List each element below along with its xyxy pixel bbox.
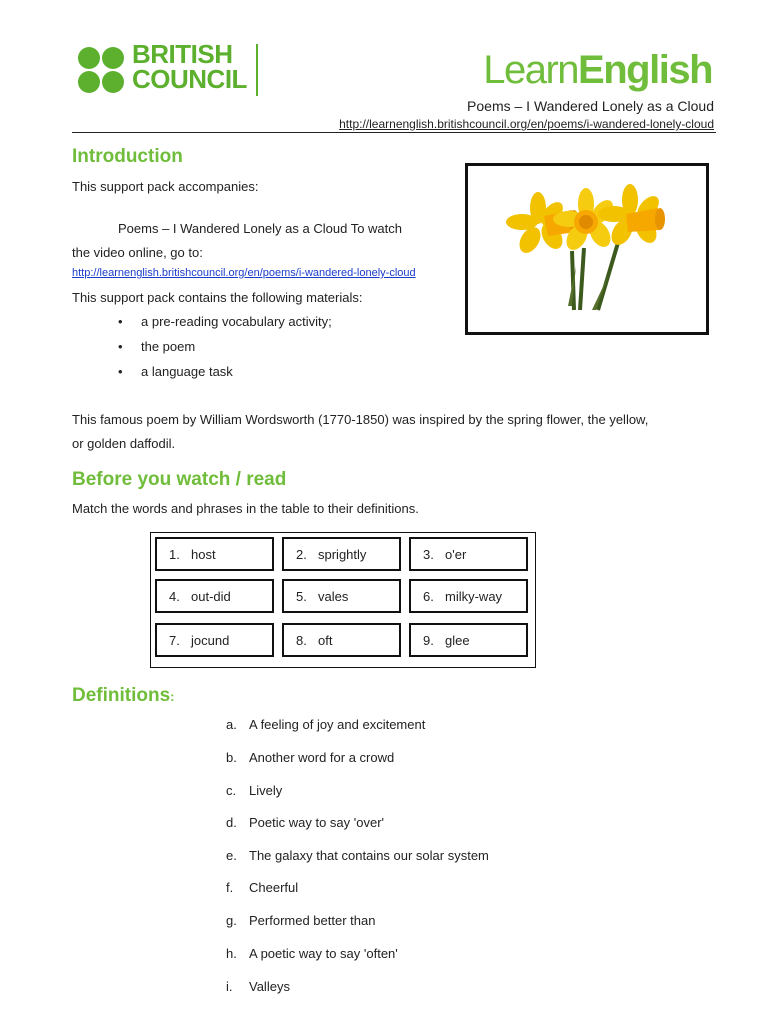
intro-paragraph-line-2: or golden daffodil. — [72, 436, 176, 451]
definition-item: i. Valleys — [226, 979, 290, 994]
vocab-cell: 7. jocund — [155, 623, 274, 657]
intro-line-2: Poems – I Wandered Lonely as a Cloud To watch — [118, 221, 402, 236]
le-light: Learn — [483, 48, 579, 92]
learnenglish-logo — [483, 48, 712, 93]
definition-item: c. Lively — [226, 783, 283, 798]
intro-heading: Introduction — [72, 146, 183, 167]
materials-list — [118, 314, 332, 389]
header-url-link[interactable]: http://learnenglish.britishcouncil.org/en/poems/i-wandered-lonely-cloud — [339, 117, 714, 131]
vocab-cell: 9. glee — [409, 623, 528, 657]
before-instruction: Match the words and phrases in the table to their definitions. — [72, 501, 419, 516]
logo-divider — [256, 44, 258, 96]
definition-item: b. Another word for a crowd — [226, 750, 395, 765]
definition-item: h. A poetic way to say 'often' — [226, 946, 398, 961]
materials-item: • the poem — [118, 339, 332, 364]
header-divider — [72, 132, 716, 133]
definitions-heading — [72, 685, 175, 707]
before-heading: Before you watch / read — [72, 469, 287, 490]
bc-line-1: BRITISH — [132, 39, 233, 69]
materials-item: • a language task — [118, 364, 332, 389]
vocab-cell: 4. out-did — [155, 579, 274, 613]
vocab-cell: 5. vales — [282, 579, 401, 613]
daffodil-image — [465, 163, 709, 335]
daffodil-icon — [468, 166, 706, 332]
vocabulary-table — [150, 532, 536, 668]
vocab-cell: 2. sprightly — [282, 537, 401, 571]
british-council-dots-icon — [76, 44, 128, 96]
vocab-cell: 6. milky-way — [409, 579, 528, 613]
definitions-heading-colon: : — [170, 689, 175, 704]
british-council-wordmark — [132, 39, 247, 94]
vocab-cell: 3. o'er — [409, 537, 528, 571]
definition-item: g. Performed better than — [226, 913, 376, 928]
definition-item: d. Poetic way to say 'over' — [226, 815, 385, 830]
definition-item: a. A feeling of joy and excitement — [226, 717, 426, 732]
header-subtitle: Poems – I Wandered Lonely as a Cloud — [467, 98, 714, 114]
intro-line-1: This support pack accompanies: — [72, 179, 259, 194]
video-link[interactable]: http://learnenglish.britishcouncil.org/en/poems/i-wandered-lonely-cloud — [72, 267, 416, 279]
vocab-cell: 1. host — [155, 537, 274, 571]
bc-line-2: COUNCIL — [132, 64, 247, 94]
materials-item: • a pre-reading vocabulary activity; — [118, 314, 332, 339]
intro-paragraph-line-1: This famous poem by William Wordsworth (1770-1850) was inspired by the spring flower, the yellow, — [72, 412, 649, 427]
definitions-heading-text: Definitions — [72, 685, 171, 706]
definition-item: f. Cheerful — [226, 880, 299, 895]
le-bold: English — [578, 48, 712, 92]
intro-line-4: This support pack contains the following materials: — [72, 290, 363, 305]
intro-line-3: the video online, go to: — [72, 245, 203, 260]
definition-item: e. The galaxy that contains our solar system — [226, 848, 489, 863]
british-council-logo — [76, 39, 258, 100]
vocab-cell: 8. oft — [282, 623, 401, 657]
